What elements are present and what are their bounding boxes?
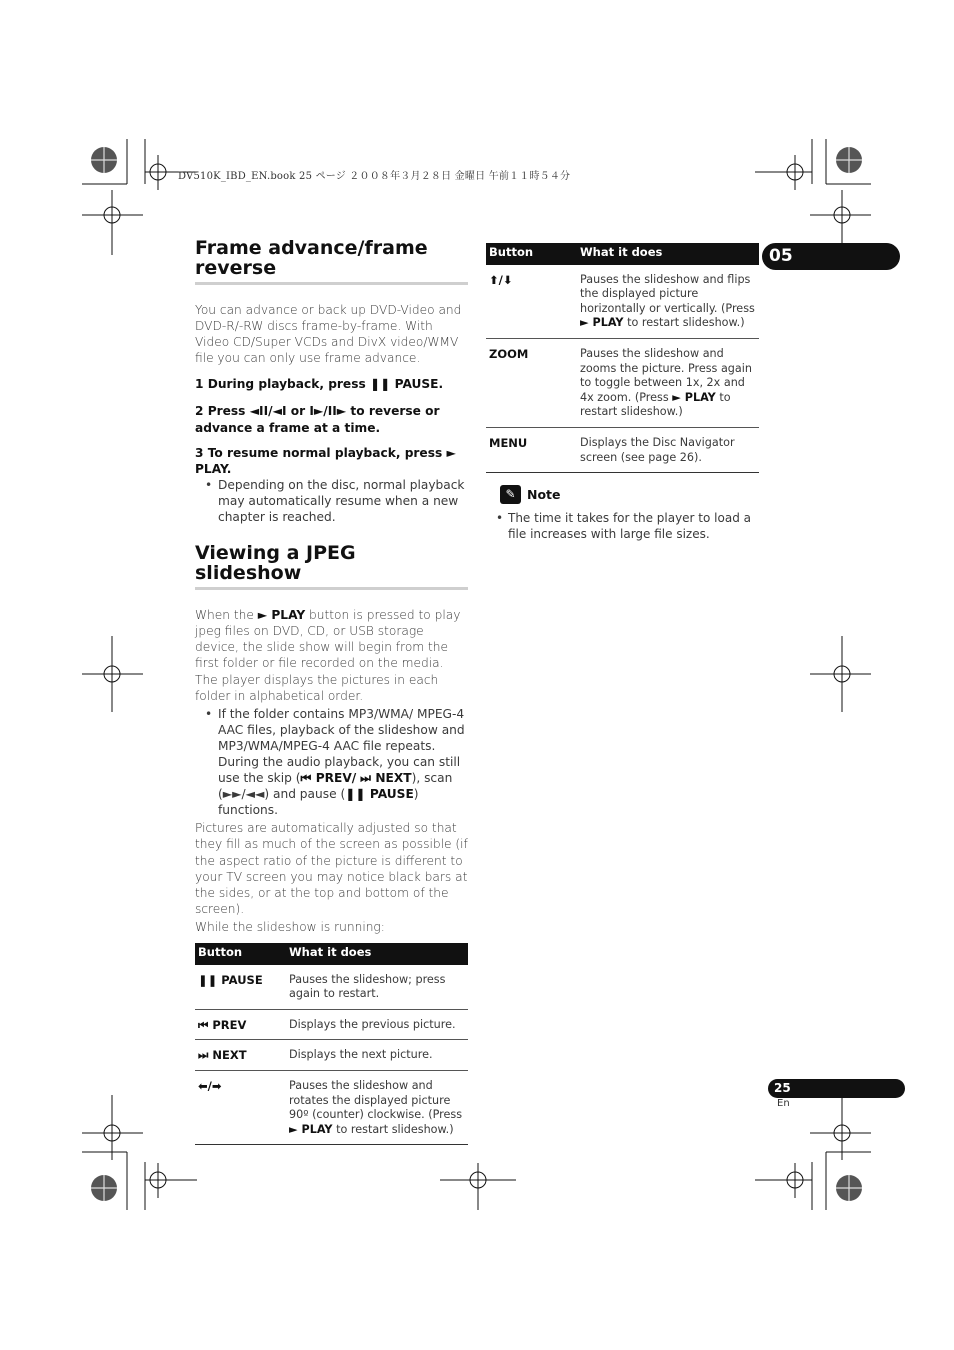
frame-step-2: [195, 403, 468, 435]
page-number-tab: 25: [768, 1079, 905, 1098]
play-icon: ►: [672, 390, 681, 404]
table-header-row: [195, 943, 468, 965]
frame-bullet-text: Depending on the disc, normal playback may automatically resume when a new chapter is reached.: [218, 477, 465, 525]
col-header-what: What it does: [286, 943, 468, 965]
bullet-dot: •: [205, 706, 213, 721]
table-row: [486, 338, 759, 427]
note-bullet: [486, 510, 759, 542]
rotate-desc: [286, 1070, 468, 1144]
menu-desc: Displays the Disc Navigator screen (see page 26).: [577, 427, 759, 472]
jpeg-intro: [195, 607, 468, 704]
print-header: DV510K_IBD_EN.book 25 ページ ２００８年３月２８日 金曜日 午前１１時５４分: [178, 171, 571, 182]
pause-icon: ❚❚: [345, 787, 366, 802]
play-icon: ►: [257, 608, 268, 623]
table-row: [486, 427, 759, 472]
play-key: PLAY: [680, 390, 716, 404]
table-header-row: [486, 243, 759, 265]
flip-desc-text: Pauses the slideshow and flips the displayed picture horizontally or vertically. (Press: [580, 272, 755, 315]
next-icon: ⏭: [198, 1048, 209, 1063]
pause-key: PAUSE: [365, 787, 414, 802]
col-header-button: Button: [195, 943, 286, 965]
slideshow-buttons-table: [195, 943, 468, 1145]
bullet-dot: •: [205, 477, 213, 492]
jpeg-slideshow-heading: Viewing a JPEG slideshow: [195, 543, 468, 590]
jpeg-bullet: [195, 706, 468, 819]
pause-cell: [195, 965, 286, 1010]
table-row: [486, 265, 759, 339]
jpeg-bullet-part-2: ), scan (: [218, 771, 453, 802]
prev-icon: ⏮: [198, 1017, 209, 1032]
up-down-arrows-icon: ⬆/⬇: [486, 265, 577, 339]
table-row: [195, 1070, 468, 1144]
zoom-desc: [577, 338, 759, 427]
next-label: NEXT: [208, 1048, 247, 1063]
rotate-desc-text: Pauses the slideshow and rotates the displayed picture 90º (counter) clockwise. (Press: [289, 1078, 463, 1122]
next-icon: ⏭: [360, 771, 372, 786]
jpeg-bullet-text: [218, 707, 465, 818]
table-row: [195, 1040, 468, 1071]
jpeg-bullet-part-4: ) functions.: [218, 787, 419, 818]
pause-desc: Pauses the slideshow; press again to restart.: [286, 965, 468, 1010]
play-icon: ►: [580, 316, 589, 330]
page-language: En: [777, 1098, 790, 1109]
jpeg-bullet-part-3: ) and pause (: [264, 787, 346, 802]
jpeg-para-2: Pictures are automatically adjusted so that they fill as much of the screen as possible (if the aspect ratio of the picture is different to your TV screen you may notice black bars at the sides, or at the top and bottom of the screen).: [195, 821, 468, 916]
bullet-dot: •: [496, 511, 504, 526]
step2-text: 2 Press: [195, 404, 250, 419]
frame-bullet: [195, 477, 468, 525]
play-icon: ►: [289, 1122, 298, 1136]
table-row: [195, 1009, 468, 1040]
next-key: NEXT: [371, 771, 412, 786]
frame-step-3: [195, 445, 468, 477]
step1-text: 1 During playback, press: [195, 377, 370, 392]
prev-key: PREV/: [311, 771, 357, 786]
jpeg-intro-rest: button is pressed to play jpeg files on DVD, CD, or USB storage device, the slide show will begin from the first folder or file recorded on the media. The player displays the pictures in each folder in alphabetical order.: [195, 608, 461, 703]
play-key: PLAY: [267, 608, 306, 623]
pause-icon: ❚❚: [369, 377, 391, 392]
next-desc: Displays the next picture.: [286, 1040, 468, 1071]
flip-desc: [577, 265, 759, 339]
next-cell: [195, 1040, 286, 1071]
jpeg-intro-text: When the: [195, 608, 258, 623]
step3-key: PLAY.: [195, 461, 232, 476]
play-icon: ►: [446, 445, 456, 460]
zoom-desc-rest: to restart slideshow.): [580, 390, 731, 419]
frame-advance-heading: Frame advance/frame reverse: [195, 238, 468, 285]
col-header-button: Button: [486, 243, 577, 265]
step-reverse-icon: ◄II/◄I: [249, 404, 287, 419]
step1-key: PAUSE.: [390, 377, 444, 392]
right-column: [486, 243, 759, 542]
left-column: [195, 238, 468, 1145]
step2-rest: to reverse or advance a frame at a time.: [195, 404, 440, 435]
table-row: [195, 965, 468, 1010]
note-bullet-text: The time it takes for the player to load a file increases with large file sizes.: [508, 511, 751, 542]
prev-icon: ⏮: [300, 771, 312, 786]
frame-step-1: [195, 376, 468, 392]
pause-label: PAUSE: [217, 972, 263, 987]
prev-desc: Displays the previous picture.: [286, 1009, 468, 1040]
note-heading: [500, 485, 759, 504]
step2-or: or: [286, 404, 310, 419]
prev-label: PREV: [208, 1017, 247, 1032]
step3-text: 3 To resume normal playback, press: [195, 445, 447, 460]
jpeg-bullet-part-1: If the folder contains MP3/WMA/ MPEG-4 AAC files, playback of the slideshow and MP3/WMA/MPEG-4 AAC file repeats. During the audio playback, you can still use the skip (: [218, 706, 465, 786]
note-title: Note: [527, 487, 561, 503]
flip-desc-rest: to restart slideshow.): [623, 316, 745, 330]
zoom-cell: ZOOM: [486, 338, 577, 427]
play-key: PLAY: [588, 316, 624, 330]
menu-cell: MENU: [486, 427, 577, 472]
rotate-desc-rest: to restart slideshow.): [332, 1122, 454, 1136]
frame-intro: You can advance or back up DVD-Video and DVD-R/-RW discs frame-by-frame. With Video CD/Super VCDs and DivX video/WMV file you can only use frame advance.: [195, 303, 462, 366]
prev-cell: [195, 1009, 286, 1040]
zoom-desc-text: Pauses the slideshow and zooms the picture. Press again to toggle between 1x, 2x and 4x zoom. (Press: [580, 346, 752, 404]
play-key: PLAY: [297, 1122, 333, 1136]
chapter-number-tab: 05: [762, 243, 900, 270]
pause-icon: ❚❚: [198, 972, 218, 987]
col-header-what: What it does: [577, 243, 759, 265]
jpeg-para-3: While the slideshow is running:: [195, 919, 385, 934]
left-right-arrows-icon: ⬅/➡: [195, 1070, 286, 1144]
scan-icon: ►►/◄◄: [222, 787, 265, 802]
pencil-note-icon: ✎: [500, 485, 521, 504]
step-forward-icon: I►/II►: [309, 404, 347, 419]
slideshow-buttons-table-2: [486, 243, 759, 473]
